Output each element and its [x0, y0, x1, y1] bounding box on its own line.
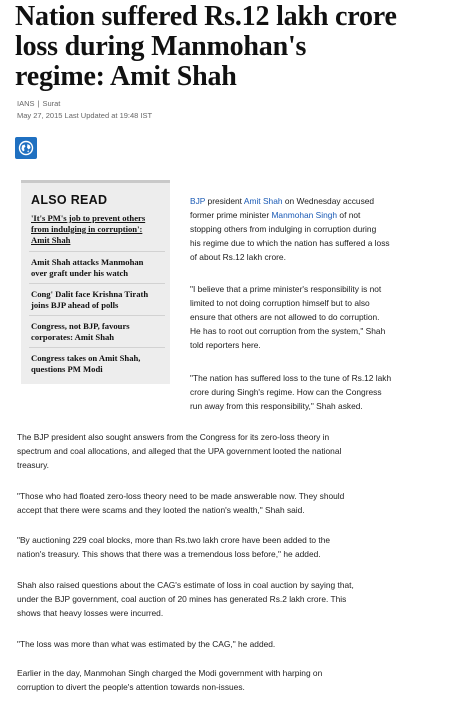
also-read-heading: ALSO READ: [31, 193, 108, 207]
also-read-item-line: Amit Shah: [31, 235, 71, 245]
paragraph-line: "The loss was more than what was estimated by the CAG," he added.: [17, 639, 276, 649]
also-read-item-line: over graft under his watch: [31, 268, 129, 278]
also-read-box: [21, 180, 170, 384]
paragraph-text: former prime minister: [190, 210, 272, 220]
divider: [29, 315, 165, 316]
manmohan-singh-link[interactable]: Manmohan Singh: [271, 210, 338, 220]
paragraph-line: "The nation has suffered loss to the tune of Rs.12 lakh: [190, 373, 392, 383]
amit-shah-link[interactable]: Amit Shah: [243, 196, 283, 206]
bjp-link[interactable]: BJP: [190, 196, 206, 206]
also-read-item-line: Congress, not BJP, favours: [31, 321, 130, 331]
article-paragraph: [17, 578, 442, 620]
headline-line: Nation suffered Rs.12 lakh crore: [15, 1, 397, 32]
source-name: IANS: [17, 99, 35, 108]
paragraph-line: "By auctioning 229 coal blocks, more than Rs.two lakh crore have been added to the: [17, 535, 331, 545]
byline: [17, 99, 60, 109]
paragraph-line: spectrum and coal allocations, and alleged that the UPA government looted the national: [17, 446, 342, 456]
paragraph-line: under the BJP government, coal auction of 20 mines has generated Rs.2 lakh crore. This: [17, 594, 347, 604]
also-read-item-line: Congress takes on Amit Shah,: [31, 353, 141, 363]
also-read-item-line: corporates: Amit Shah: [31, 332, 115, 342]
also-read-item-line: from indulging in corruption':: [31, 224, 143, 234]
headline: [15, 2, 450, 92]
paragraph-line: told reporters here.: [190, 340, 261, 350]
article-paragraph: [17, 430, 442, 472]
article-paragraph: [190, 371, 445, 413]
divider: [29, 347, 165, 348]
also-read-item-line: 'It's PM's job to prevent others: [31, 213, 146, 223]
paragraph-text: of not: [337, 210, 361, 220]
also-read-item[interactable]: [31, 289, 165, 311]
also-read-item[interactable]: [31, 257, 165, 279]
paragraph-line: accept that there were scams and they looted the nation's wealth," Shah said.: [17, 505, 305, 515]
divider: [29, 283, 165, 284]
divider: [29, 251, 165, 252]
article-paragraph: [17, 489, 442, 517]
paragraph-line: "Those who had floated zero-loss theory need to be made answerable now. They should: [17, 491, 345, 501]
paragraph-line: The BJP president also sought answers from the Congress for its zero-loss theory in: [17, 432, 330, 442]
globe-icon: [18, 140, 34, 156]
article-paragraph: [17, 533, 442, 561]
paragraph-line: He has to root out corruption from the system," Shah: [190, 326, 386, 336]
paragraph-line: Earlier in the day, Manmohan Singh charged the Modi government with harping on: [17, 668, 323, 678]
article-paragraph: [190, 282, 445, 352]
also-read-item-line: Amit Shah attacks Manmohan: [31, 257, 144, 267]
also-read-item-line: Cong' Dalit face Krishna Tirath: [31, 289, 149, 299]
also-read-item[interactable]: [31, 213, 165, 246]
article-paragraph: [190, 194, 445, 264]
paragraph-text: on Wednesday accused: [282, 196, 375, 206]
also-read-item[interactable]: [31, 353, 165, 375]
paragraph-line: corruption to divert the people's attention towards non-issues.: [17, 682, 245, 692]
headline-line: regime: Amit Shah: [15, 61, 237, 92]
updated-timestamp: May 27, 2015 Last Updated at 19:48 IST: [17, 111, 153, 120]
paragraph-line: shows that heavy losses were incurred.: [17, 608, 164, 618]
headline-line: loss during Manmohan's: [15, 31, 307, 62]
byline-separator: |: [37, 99, 40, 108]
paragraph-line: "I believe that a prime minister's responsibility is not: [190, 284, 382, 294]
paragraph-line: stopping others from indulging in corruption during: [190, 224, 377, 234]
paragraph-line: of about Rs.12 lakh crore.: [190, 252, 286, 262]
paragraph-line: Shah also raised questions about the CAG's estimate of loss in coal auction by saying that,: [17, 580, 354, 590]
paragraph-text: president: [205, 196, 244, 206]
paragraph-line: crore during Singh's regime. How can the Congress: [190, 387, 382, 397]
also-read-item-line: joins BJP ahead of polls: [31, 300, 119, 310]
also-read-item[interactable]: [31, 321, 165, 343]
paragraph-line: his regime due to which the nation has suffered a loss: [190, 238, 390, 248]
article-paragraph: [17, 637, 442, 651]
also-read-item-line: questions PM Modi: [31, 364, 103, 374]
paragraph-line: run away from this responsibility," Shah asked.: [190, 401, 363, 411]
paragraph-line: limited to not doing corruption himself but to also: [190, 298, 370, 308]
location: Surat: [42, 99, 61, 108]
paragraph-line: nation's treasury. This shows that there was a tremendous loss before," he added.: [17, 549, 321, 559]
article-paragraph: [17, 666, 442, 694]
share-button[interactable]: [15, 137, 37, 159]
paragraph-line: ensure that others are not allowed to do corruption.: [190, 312, 380, 322]
paragraph-line: treasury.: [17, 460, 49, 470]
